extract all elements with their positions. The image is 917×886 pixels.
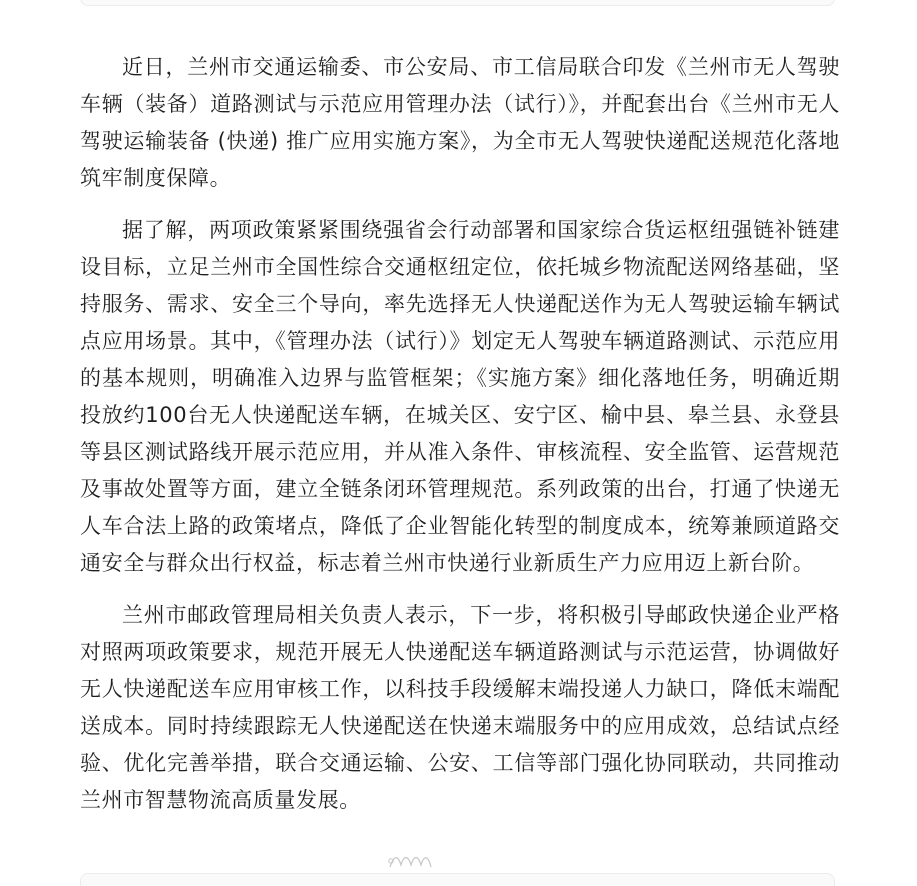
previous-content-card bbox=[80, 0, 835, 6]
next-content-card bbox=[80, 873, 835, 886]
article-paragraph-2: 据了解，两项政策紧紧围绕强省会行动部署和国家综合货运枢纽强链补链建设目标，立足兰州市全国性综合交通枢纽定位，依托城乡物流配送网络基础，坚持服务、需求、安全三个导向，率先选择无人快递配送作为无人驾驶运输车辆试点应用场景。其中，《管理办法（试行）》划定无人驾驶车辆道路测试、示范应用的基本规则，明确准入边界与监管框架；《实施方案》细化落地任务，明确近期投放约100台无人快递配送车辆，在城关区、安宁区、榆中县、皋兰县、永登县等县区测试路线开展示范应用，并从准入条件、审核流程、安全监管、运营规范及事故处置等方面，建立全链条闭环管理规范。系列政策的出台，打通了快递无人车合法上路的政策堵点，降低了企业智能化转型的制度成本，统筹兼顾道路交通安全与群众出行权益，标志着兰州市快递行业新质生产力应用迈上新台阶。 bbox=[80, 218, 840, 575]
article-paragraph-3: 兰州市邮政管理局相关负责人表示，下一步，将积极引导邮政快递企业严格对照两项政策要求，规范开展无人快递配送车辆道路测试与示范运营，协调做好无人快递配送车应用审核工作，以科技手段缓解末端投递人力缺口，降低末端配送成本。同时持续跟踪无人快递配送在快递末端服务中的应用成效，总结试点经验、优化完善举措，联合交通运输、公安、工信等部门强化协同联动，共同推动兰州市智慧物流高质量发展。 bbox=[80, 603, 840, 812]
article-body bbox=[80, 49, 840, 834]
article-paragraph-1: 近日，兰州市交通运输委、市公安局、市工信局联合印发《兰州市无人驾驶车辆（装备）道路测试与示范应用管理办法（试行）》，并配套出台《兰州市无人驾驶运输装备 (快递) 推广应用实施方案》，为全市无人驾驶快递配送规范化落地筑牢制度保障。 bbox=[80, 55, 840, 190]
watermark-logo-icon bbox=[384, 851, 436, 871]
